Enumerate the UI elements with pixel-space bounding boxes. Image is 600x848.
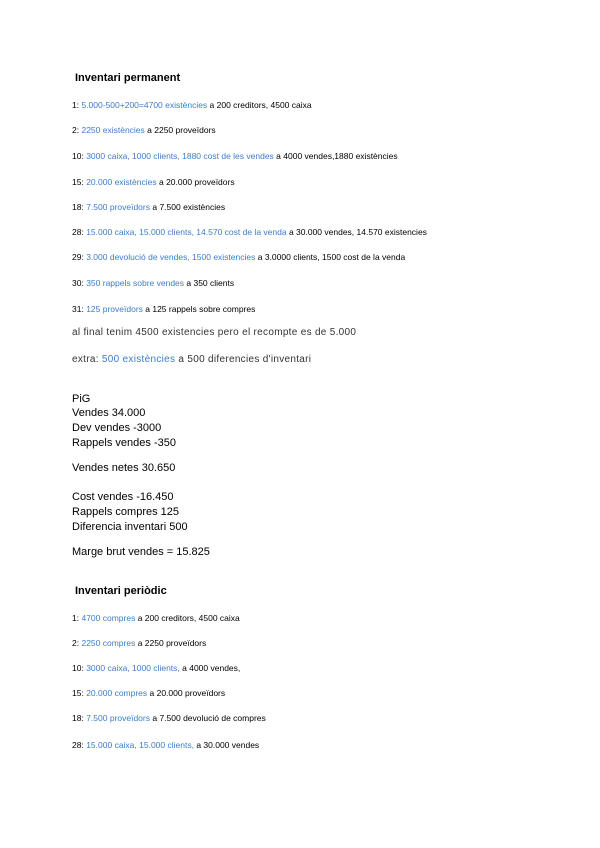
- entry-credit: a 350 clients: [184, 278, 235, 288]
- heading-permanent: Inventari permanent: [75, 72, 181, 84]
- entry-credit: a 20.000 proveïdors: [156, 177, 235, 187]
- entry-separator: :: [81, 202, 87, 212]
- entry-credit: a 2250 proveïdors: [135, 638, 207, 648]
- entry-number: 10: [72, 663, 82, 673]
- entry-credit: a 3.0000 clients, 1500 cost de la venda: [255, 252, 406, 262]
- entry-debit: 5.000-500+200=4700 existències: [81, 100, 208, 110]
- entry-debit: 350 rappels sobre vendes: [86, 278, 185, 288]
- entry-separator: :: [76, 125, 82, 135]
- pig-title: PiG: [72, 393, 91, 405]
- entry-debit: 125 proveïdors: [86, 304, 143, 314]
- entry-separator: :: [81, 227, 87, 237]
- entry-credit: a 200 creditors, 4500 caixa: [207, 100, 312, 110]
- note-extra-prefix: extra:: [72, 354, 102, 365]
- note-extra: [72, 354, 311, 365]
- entry-debit: 15.000 caixa, 15.000 clients, 14.570 cost de la venda: [86, 227, 287, 237]
- entry-separator: :: [81, 713, 87, 723]
- entry-credit: a 7.500 existències: [150, 202, 226, 212]
- entry-periodic-18: [72, 713, 266, 723]
- entry-separator: :: [81, 740, 87, 750]
- entry-debit: 7.500 proveïdors: [86, 202, 150, 212]
- entry-separator: :: [76, 638, 82, 648]
- entry-credit: a 20.000 proveïdors: [147, 688, 226, 698]
- entry-debit: 2250 existències: [81, 125, 145, 135]
- entry-separator: :: [81, 304, 87, 314]
- entry-number: 2: [72, 125, 77, 135]
- entry-separator: :: [81, 663, 87, 673]
- entry-number: 18: [72, 713, 82, 723]
- entry-number: 2: [72, 638, 77, 648]
- entry-credit: a 4000 vendes,: [179, 663, 241, 673]
- entry-separator: :: [76, 100, 82, 110]
- note-extra-debit: 500 existències: [101, 354, 176, 365]
- entry-debit: 20.000 compres: [86, 688, 148, 698]
- pig-rappels-vendes: Rappels vendes -350: [72, 437, 176, 449]
- entry-periodic-2: [72, 638, 206, 648]
- entry-credit: a 4000 vendes,1880 existències: [273, 151, 398, 161]
- entry-permanent-15: [72, 177, 235, 187]
- pig-diferencia-inventari: Diferencia inventari 500: [72, 521, 188, 533]
- entry-periodic-1: [72, 613, 240, 623]
- pig-vendes: Vendes 34.000: [72, 407, 146, 419]
- entry-permanent-10: [72, 151, 398, 161]
- entry-separator: :: [81, 688, 87, 698]
- entry-debit: 20.000 existències: [86, 177, 157, 187]
- entry-permanent-30: [72, 278, 234, 288]
- pig-rappels-compres: Rappels compres 125: [72, 506, 180, 518]
- entry-number: 15: [72, 177, 82, 187]
- entry-separator: :: [76, 613, 82, 623]
- entry-number: 18: [72, 202, 82, 212]
- entry-permanent-28: [72, 227, 427, 237]
- entry-debit: 3000 caixa, 1000 clients,: [86, 663, 180, 673]
- entry-periodic-10: [72, 663, 240, 673]
- entry-credit: a 200 creditors, 4500 caixa: [135, 613, 240, 623]
- entry-periodic-28: [72, 740, 259, 750]
- entry-permanent-31: [72, 304, 255, 314]
- entry-debit: 15.000 caixa, 15.000 clients,: [86, 740, 194, 750]
- entry-number: 31: [72, 304, 82, 314]
- entry-debit: 4700 compres: [81, 613, 136, 623]
- entry-separator: :: [81, 278, 87, 288]
- entry-credit: a 2250 proveïdors: [144, 125, 216, 135]
- entry-separator: :: [81, 151, 87, 161]
- entry-credit: a 7.500 devolució de compres: [150, 713, 266, 723]
- entry-number: 30: [72, 278, 82, 288]
- note-extra-credit: a 500 diferencies d'inventari: [175, 354, 312, 365]
- entry-credit: a 30.000 vendes, 14.570 existencies: [286, 227, 427, 237]
- entry-permanent-18: [72, 202, 225, 212]
- heading-periodic: Inventari periòdic: [75, 585, 167, 597]
- entry-credit: a 30.000 vendes: [193, 740, 260, 750]
- entry-separator: :: [81, 252, 87, 262]
- entry-separator: :: [81, 177, 87, 187]
- pig-vendes-netes: Vendes netes 30.650: [72, 462, 176, 474]
- pig-dev-vendes: Dev vendes -3000: [72, 422, 162, 434]
- entry-number: 10: [72, 151, 82, 161]
- note-final-stock: al final tenim 4500 existencies pero el recompte es de 5.000: [72, 327, 357, 338]
- entry-number: 1: [72, 613, 77, 623]
- pig-marge-brut: Marge brut vendes = 15.825: [72, 546, 210, 558]
- entry-permanent-2: [72, 125, 216, 135]
- entry-periodic-15: [72, 688, 225, 698]
- entry-number: 1: [72, 100, 77, 110]
- entry-number: 29: [72, 252, 82, 262]
- entry-permanent-29: [72, 252, 405, 262]
- entry-debit: 2250 compres: [81, 638, 136, 648]
- entry-number: 28: [72, 227, 82, 237]
- pig-cost-vendes: Cost vendes -16.450: [72, 491, 174, 503]
- entry-debit: 7.500 proveïdors: [86, 713, 150, 723]
- entry-number: 28: [72, 740, 82, 750]
- entry-number: 15: [72, 688, 82, 698]
- entry-permanent-1: [72, 100, 312, 110]
- entry-debit: 3000 caixa, 1000 clients, 1880 cost de les vendes: [86, 151, 274, 161]
- entry-debit: 3.000 devolució de vendes, 1500 existencies: [86, 252, 256, 262]
- entry-credit: a 125 rappels sobre compres: [142, 304, 256, 314]
